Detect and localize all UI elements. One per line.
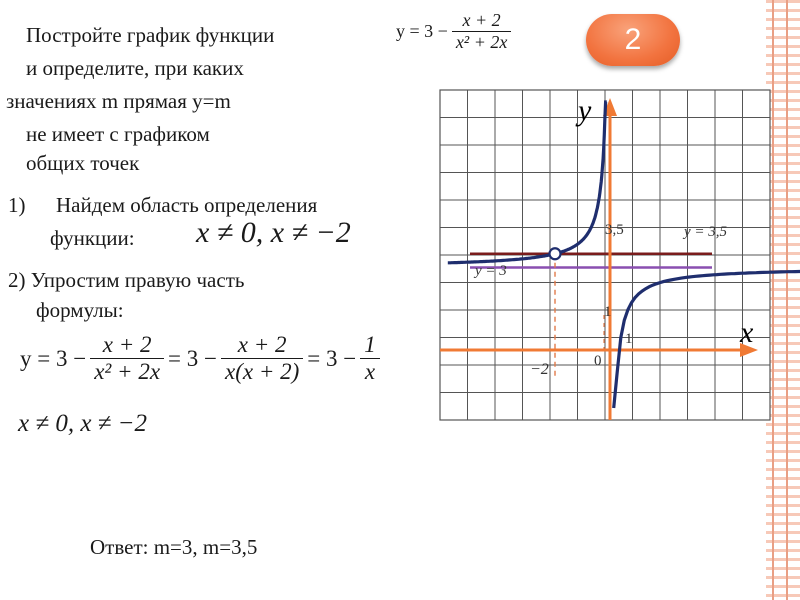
answer-text: Ответ: m=3, m=3,5	[90, 535, 258, 559]
simp-num-2: x + 2	[221, 332, 303, 359]
task-line-5: общих точек	[26, 151, 140, 175]
simp-num-1: x + 2	[90, 332, 164, 359]
decorative-border	[766, 0, 800, 600]
formula-denominator: x² + 2x	[455, 31, 508, 52]
step-2-line-2: формулы:	[36, 298, 124, 322]
step-2-line-1: 2) Упростим правую часть	[8, 268, 245, 292]
x-axis-label: x	[740, 316, 754, 349]
function-graph	[440, 90, 770, 420]
task-line-2: и определите, при каких	[26, 56, 244, 80]
domain-formula-2: x ≠ 0, x ≠ −2	[18, 410, 148, 437]
domain-formula: x ≠ 0, x ≠ −2	[196, 216, 351, 249]
simp-den-1: x² + 2x	[94, 359, 161, 385]
task-line-1: Постройте график функции	[26, 23, 275, 47]
simp-eq-1: = 3 −	[168, 345, 217, 371]
step-1-marker: 1)	[8, 193, 26, 217]
simplification-formula	[16, 332, 380, 386]
label-y-1: 1	[604, 304, 612, 320]
formula-numerator: x + 2	[452, 10, 512, 32]
simp-den-2: x(x + 2)	[225, 359, 300, 385]
label-origin: 0	[594, 353, 602, 369]
task-line-4: не имеет с графиком	[26, 122, 210, 146]
label-y-3: y = 3	[475, 263, 507, 279]
task-line-3: значениях m прямая y=m	[6, 89, 231, 113]
simp-eq-2: = 3 −	[307, 345, 357, 371]
function-formula	[392, 10, 511, 52]
simp-den-3: x	[364, 359, 376, 385]
formula-lhs: y = 3 −	[396, 20, 448, 41]
label-y-3-5: y = 3,5	[684, 224, 728, 240]
open-point-marker	[550, 248, 561, 259]
simp-lhs: y = 3 −	[20, 345, 87, 371]
label-3-5: 3,5	[605, 222, 624, 238]
label-x-minus-2: −2	[530, 361, 549, 378]
simp-num-3: 1	[360, 332, 380, 359]
step-1-line-1: Найдем область определения	[56, 193, 318, 217]
step-1-line-2: функции:	[50, 226, 135, 250]
label-x-1: 1	[625, 331, 633, 347]
y-axis-label: y	[578, 94, 592, 127]
slide-number-badge: 2	[586, 14, 680, 66]
